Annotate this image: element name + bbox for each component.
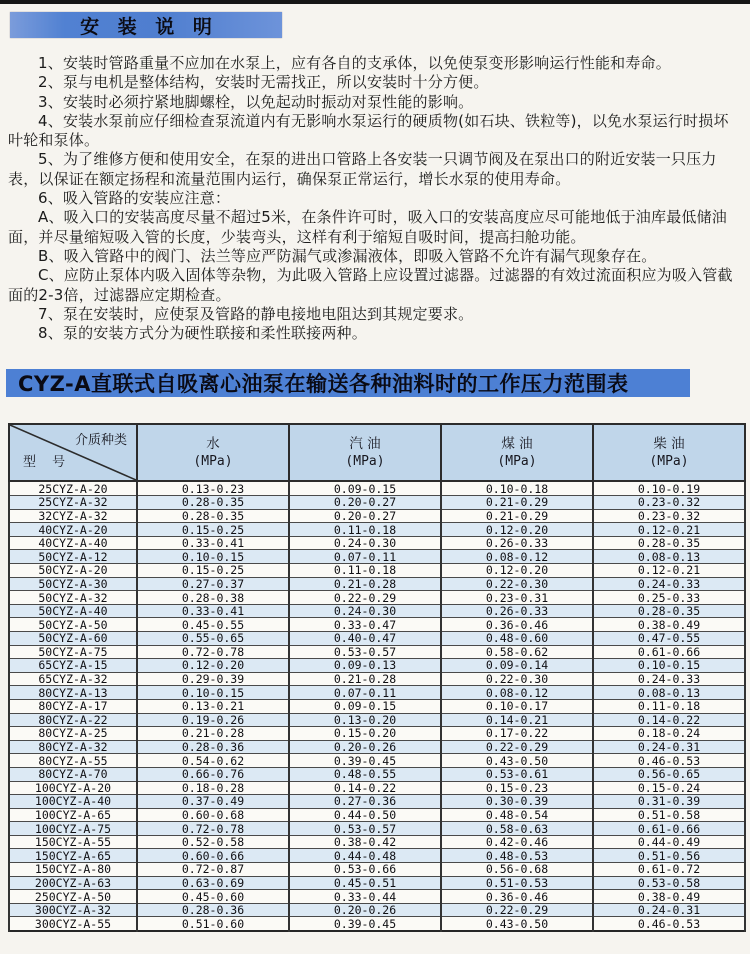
pressure-range-cell: 0.29-0.39: [137, 672, 289, 686]
pressure-range-cell: 0.18-0.28: [137, 781, 289, 795]
pressure-range-cell: 0.61-0.66: [593, 822, 745, 836]
pressure-range-cell: 0.19-0.26: [137, 713, 289, 727]
table-row: [9, 577, 745, 591]
model-cell: 100CYZ-A-65: [9, 808, 137, 822]
instruction-item-6b: B、吸入管路中的阀门、法兰等应严防漏气或渗漏液体，即吸入管路不允许有漏气现象存在。: [38, 246, 657, 265]
model-cell: 100CYZ-A-75: [9, 822, 137, 836]
table-row: [9, 509, 745, 523]
model-cell: 65CYZ-A-32: [9, 672, 137, 686]
pressure-range-cell: 0.07-0.11: [289, 550, 441, 564]
pressure-range-cell: 0.14-0.21: [441, 713, 593, 727]
pressure-range-cell: 0.47-0.55: [593, 631, 745, 645]
pressure-range-cell: 0.15-0.25: [137, 523, 289, 537]
table-row: [9, 903, 745, 917]
table-row: [9, 808, 745, 822]
pressure-range-cell: 0.55-0.65: [137, 631, 289, 645]
table-row: [9, 740, 745, 754]
pressure-range-cell: 0.15-0.24: [593, 781, 745, 795]
pressure-range-cell: 0.42-0.46: [441, 835, 593, 849]
pressure-range-cell: 0.53-0.57: [289, 645, 441, 659]
instruction-item-6: 6、吸入管路的安装应注意：: [38, 189, 231, 208]
pressure-range-cell: 0.40-0.47: [289, 631, 441, 645]
pressure-range-cell: 0.56-0.65: [593, 767, 745, 781]
pressure-range-cell: 0.60-0.68: [137, 808, 289, 822]
model-cell: 80CYZ-A-25: [9, 727, 137, 741]
instruction-item-7: 7、泵在安装时，应使泵及管路的静电接地电阻达到其规定要求。: [38, 304, 474, 323]
table-row: [9, 754, 745, 768]
pressure-range-cell: 0.17-0.22: [441, 727, 593, 741]
pressure-range-cell: 0.48-0.53: [441, 849, 593, 863]
pressure-range-cell: 0.39-0.45: [289, 754, 441, 768]
pressure-range-cell: 0.09-0.13: [289, 659, 441, 673]
pressure-range-cell: 0.39-0.45: [289, 917, 441, 931]
pressure-range-cell: 0.21-0.28: [289, 577, 441, 591]
pressure-range-cell: 0.08-0.13: [593, 550, 745, 564]
pressure-range-cell: 0.10-0.17: [441, 699, 593, 713]
model-cell: 150CYZ-A-80: [9, 863, 137, 877]
pressure-range-cell: 0.09-0.15: [289, 699, 441, 713]
pressure-range-cell: 0.14-0.22: [289, 781, 441, 795]
pressure-range-cell: 0.72-0.78: [137, 645, 289, 659]
pressure-range-cell: 0.38-0.49: [593, 618, 745, 632]
pressure-range-cell: 0.21-0.28: [289, 672, 441, 686]
table-row: [9, 890, 745, 904]
table-row: [9, 604, 745, 618]
pressure-range-cell: 0.27-0.36: [289, 795, 441, 809]
table-row: [9, 727, 745, 741]
section-title-bar: [10, 12, 282, 38]
table-row: [9, 686, 745, 700]
pressure-range-cell: 0.53-0.61: [441, 767, 593, 781]
column-header-gasoline: 汽 油 (MPa): [289, 424, 441, 481]
pressure-range-cell: 0.48-0.60: [441, 631, 593, 645]
pressure-table-body: [9, 481, 745, 931]
pressure-range-cell: 0.31-0.39: [593, 795, 745, 809]
table-row: [9, 631, 745, 645]
table-row: [9, 917, 745, 931]
pressure-range-cell: 0.24-0.31: [593, 740, 745, 754]
table-row: [9, 496, 745, 510]
table-row: [9, 699, 745, 713]
pressure-range-cell: 0.12-0.20: [441, 523, 593, 537]
pressure-range-cell: 0.36-0.46: [441, 890, 593, 904]
pressure-range-cell: 0.58-0.62: [441, 645, 593, 659]
model-cell: 40CYZ-A-20: [9, 523, 137, 537]
pressure-range-cell: 0.12-0.21: [593, 564, 745, 578]
pressure-range-cell: 0.43-0.50: [441, 917, 593, 931]
model-cell: 25CYZ-A-20: [9, 481, 137, 495]
table-row: [9, 713, 745, 727]
column-header-water: 水 (MPa): [137, 424, 289, 481]
model-cell: 250CYZ-A-50: [9, 890, 137, 904]
pressure-range-cell: 0.66-0.76: [137, 767, 289, 781]
model-cell: 100CYZ-A-20: [9, 781, 137, 795]
pressure-range-cell: 0.22-0.29: [289, 591, 441, 605]
pressure-range-cell: 0.26-0.33: [441, 604, 593, 618]
pressure-range-cell: 0.20-0.27: [289, 509, 441, 523]
pressure-range-cell: 0.24-0.30: [289, 604, 441, 618]
table-row: [9, 564, 745, 578]
pressure-range-cell: 0.26-0.33: [441, 536, 593, 550]
pressure-range-cell: 0.44-0.48: [289, 849, 441, 863]
pressure-range-cell: 0.23-0.32: [593, 509, 745, 523]
pressure-range-cell: 0.24-0.33: [593, 577, 745, 591]
pressure-range-cell: 0.58-0.63: [441, 822, 593, 836]
pressure-range-cell: 0.38-0.42: [289, 835, 441, 849]
pressure-range-cell: 0.56-0.68: [441, 863, 593, 877]
pressure-range-cell: 0.10-0.18: [441, 481, 593, 495]
pressure-range-cell: 0.28-0.35: [593, 536, 745, 550]
table-row: [9, 795, 745, 809]
model-cell: 50CYZ-A-50: [9, 618, 137, 632]
instruction-item-6c: C、应防止泵体内吸入固体等杂物，为此吸入管路上应设置过滤器。过滤器的有效过流面积应为吸入管截面的2-3倍，过滤器应定期检查。: [8, 266, 733, 304]
pressure-range-cell: 0.51-0.53: [441, 876, 593, 890]
pressure-range-cell: 0.72-0.78: [137, 822, 289, 836]
pressure-range-cell: 0.10-0.15: [137, 686, 289, 700]
instructions-list: [8, 54, 742, 343]
pressure-range-cell: 0.12-0.20: [441, 564, 593, 578]
pressure-range-cell: 0.28-0.35: [137, 509, 289, 523]
pressure-range-cell: 0.33-0.47: [289, 618, 441, 632]
pressure-range-cell: 0.11-0.18: [289, 523, 441, 537]
instruction-item-1: 1、安装时管路重量不应加在水泵上，应有各自的支承体，以免使泵变形影响运行性能和寿命。: [38, 54, 671, 72]
pressure-range-cell: 0.08-0.13: [593, 686, 745, 700]
model-cell: 50CYZ-A-32: [9, 591, 137, 605]
pressure-range-cell: 0.63-0.69: [137, 876, 289, 890]
pressure-range-cell: 0.15-0.20: [289, 727, 441, 741]
pressure-range-cell: 0.10-0.15: [137, 550, 289, 564]
pressure-range-cell: 0.28-0.35: [137, 496, 289, 510]
pressure-range-cell: 0.28-0.36: [137, 740, 289, 754]
pressure-range-cell: 0.24-0.31: [593, 903, 745, 917]
pressure-range-cell: 0.13-0.20: [289, 713, 441, 727]
pressure-range-cell: 0.27-0.37: [137, 577, 289, 591]
column-header-kerosene: 煤 油 (MPa): [441, 424, 593, 481]
instruction-item-2: 2、泵与电机是整体结构，安装时无需找正，所以安装时十分方便。: [38, 73, 489, 92]
pressure-range-cell: 0.09-0.14: [441, 659, 593, 673]
instruction-item-5: 5、为了维修方便和使用安全，在泵的进出口管路上各安装一只调节阀及在泵出口的附近安装一只压力表，以保证在额定扬程和流量范围内运行，确保泵正常运行，增长水泵的使用寿命。: [8, 150, 717, 188]
pressure-range-cell: 0.20-0.26: [289, 903, 441, 917]
table-title: CYZ-A直联式自吸离心油泵在输送各种油料时的工作压力范围表: [18, 372, 629, 397]
model-cell: 80CYZ-A-70: [9, 767, 137, 781]
pressure-range-cell: 0.33-0.41: [137, 536, 289, 550]
model-cell: 50CYZ-A-40: [9, 604, 137, 618]
table-row: [9, 835, 745, 849]
pressure-range-cell: 0.30-0.39: [441, 795, 593, 809]
section-title: 安 装 说 明: [80, 15, 218, 38]
pressure-range-cell: 0.53-0.58: [593, 876, 745, 890]
model-cell: 300CYZ-A-32: [9, 903, 137, 917]
pressure-range-cell: 0.61-0.66: [593, 645, 745, 659]
pressure-range-cell: 0.45-0.60: [137, 890, 289, 904]
pressure-range-cell: 0.61-0.72: [593, 863, 745, 877]
pressure-range-cell: 0.45-0.55: [137, 618, 289, 632]
model-cell: 65CYZ-A-15: [9, 659, 137, 673]
table-row: [9, 876, 745, 890]
pressure-range-cell: 0.45-0.51: [289, 876, 441, 890]
pressure-range-cell: 0.13-0.21: [137, 699, 289, 713]
pressure-range-cell: 0.36-0.46: [441, 618, 593, 632]
table-row: [9, 822, 745, 836]
diagonal-header-cell: [9, 424, 137, 481]
pressure-range-cell: 0.72-0.87: [137, 863, 289, 877]
pressure-range-cell: 0.37-0.49: [137, 795, 289, 809]
model-cell: 80CYZ-A-22: [9, 713, 137, 727]
pressure-range-cell: 0.23-0.31: [441, 591, 593, 605]
pressure-range-cell: 0.24-0.33: [593, 672, 745, 686]
model-cell: 50CYZ-A-30: [9, 577, 137, 591]
pressure-range-cell: 0.24-0.30: [289, 536, 441, 550]
pressure-range-cell: 0.28-0.38: [137, 591, 289, 605]
pressure-range-cell: 0.22-0.30: [441, 672, 593, 686]
pressure-range-cell: 0.15-0.25: [137, 564, 289, 578]
pressure-range-cell: 0.22-0.29: [441, 903, 593, 917]
pressure-range-cell: 0.43-0.50: [441, 754, 593, 768]
pressure-range-cell: 0.28-0.35: [593, 604, 745, 618]
instruction-item-8: 8、泵的安装方式分为硬性联接和柔性联接两种。: [38, 324, 367, 343]
model-cell: 80CYZ-A-32: [9, 740, 137, 754]
table-header-row: [9, 424, 745, 481]
column-header-diesel: 柴 油 (MPa): [593, 424, 745, 481]
pressure-range-cell: 0.33-0.41: [137, 604, 289, 618]
model-cell: 32CYZ-A-32: [9, 509, 137, 523]
pressure-range-cell: 0.48-0.54: [441, 808, 593, 822]
table-row: [9, 863, 745, 877]
pressure-range-cell: 0.18-0.24: [593, 727, 745, 741]
model-cell: 50CYZ-A-12: [9, 550, 137, 564]
pressure-range-cell: 0.12-0.21: [593, 523, 745, 537]
media-type-label: 介质种类: [74, 433, 127, 449]
pressure-range-cell: 0.46-0.53: [593, 917, 745, 931]
pressure-range-cell: 0.46-0.53: [593, 754, 745, 768]
table-row: [9, 672, 745, 686]
pressure-range-cell: 0.28-0.36: [137, 903, 289, 917]
table-row: [9, 659, 745, 673]
pressure-range-cell: 0.38-0.49: [593, 890, 745, 904]
model-cell: 200CYZ-A-63: [9, 876, 137, 890]
model-cell: 25CYZ-A-32: [9, 496, 137, 510]
model-cell: 40CYZ-A-40: [9, 536, 137, 550]
pressure-range-cell: 0.60-0.66: [137, 849, 289, 863]
pressure-range-cell: 0.08-0.12: [441, 686, 593, 700]
table-title-banner: [6, 369, 690, 397]
pressure-range-cell: 0.33-0.44: [289, 890, 441, 904]
pressure-range-cell: 0.51-0.56: [593, 849, 745, 863]
model-cell: 50CYZ-A-20: [9, 564, 137, 578]
table-row: [9, 849, 745, 863]
model-cell: 100CYZ-A-40: [9, 795, 137, 809]
model-cell: 50CYZ-A-75: [9, 645, 137, 659]
table-row: [9, 618, 745, 632]
table-row: [9, 591, 745, 605]
pressure-range-cell: 0.21-0.28: [137, 727, 289, 741]
table-row: [9, 481, 745, 495]
pressure-range-cell: 0.20-0.27: [289, 496, 441, 510]
pressure-range-cell: 0.51-0.58: [593, 808, 745, 822]
pressure-range-cell: 0.21-0.29: [441, 496, 593, 510]
pressure-range-cell: 0.08-0.12: [441, 550, 593, 564]
pressure-range-cell: 0.48-0.55: [289, 767, 441, 781]
pressure-range-cell: 0.12-0.20: [137, 659, 289, 673]
pressure-range-cell: 0.51-0.60: [137, 917, 289, 931]
pressure-range-cell: 0.22-0.29: [441, 740, 593, 754]
pressure-range-cell: 0.53-0.57: [289, 822, 441, 836]
instruction-item-3: 3、安装时必须拧紧地脚螺栓，以免起动时振动对泵性能的影响。: [38, 92, 474, 111]
pressure-range-cell: 0.07-0.11: [289, 686, 441, 700]
pressure-range-cell: 0.10-0.19: [593, 481, 745, 495]
pressure-range-cell: 0.21-0.29: [441, 509, 593, 523]
model-cell: 150CYZ-A-65: [9, 849, 137, 863]
model-cell: 80CYZ-A-17: [9, 699, 137, 713]
pressure-range-cell: 0.44-0.50: [289, 808, 441, 822]
model-cell: 150CYZ-A-55: [9, 835, 137, 849]
model-cell: 50CYZ-A-60: [9, 631, 137, 645]
table-row: [9, 645, 745, 659]
pressure-range-cell: 0.44-0.49: [593, 835, 745, 849]
model-label: 型 号: [23, 455, 72, 471]
table-row: [9, 536, 745, 550]
pressure-range-cell: 0.11-0.18: [289, 564, 441, 578]
pressure-range-cell: 0.52-0.58: [137, 835, 289, 849]
table-row: [9, 767, 745, 781]
pressure-range-cell: 0.14-0.22: [593, 713, 745, 727]
pressure-range-cell: 0.22-0.30: [441, 577, 593, 591]
pressure-range-cell: 0.15-0.23: [441, 781, 593, 795]
pressure-range-cell: 0.25-0.33: [593, 591, 745, 605]
table-row: [9, 523, 745, 537]
pressure-range-cell: 0.54-0.62: [137, 754, 289, 768]
pressure-range-cell: 0.11-0.18: [593, 699, 745, 713]
table-row: [9, 781, 745, 795]
model-cell: 80CYZ-A-13: [9, 686, 137, 700]
pressure-range-cell: 0.53-0.66: [289, 863, 441, 877]
model-cell: 80CYZ-A-55: [9, 754, 137, 768]
pressure-range-cell: 0.10-0.15: [593, 659, 745, 673]
model-cell: 300CYZ-A-55: [9, 917, 137, 931]
instruction-item-6a: A、吸入口的安装高度尽量不超过5米，在条件许可时，吸入口的安装高度应尽可能地低于油库最低储油面，并尽量缩短吸入管的长度，少装弯头，这样有利于缩短自吸时间，提高扫舱功能。: [8, 208, 728, 246]
pressure-range-cell: 0.20-0.26: [289, 740, 441, 754]
pressure-range-cell: 0.23-0.32: [593, 496, 745, 510]
table-row: [9, 550, 745, 564]
pressure-range-cell: 0.13-0.23: [137, 481, 289, 495]
pressure-table: [8, 423, 746, 932]
instruction-item-4: 4、安装水泵前应仔细检查泵流道内有无影响水泵运行的硬质物(如石块、铁粒等)，以免水泵运行时损坏叶轮和泵体。: [8, 111, 729, 150]
pressure-range-cell: 0.09-0.15: [289, 481, 441, 495]
top-border-rule: [0, 0, 750, 4]
